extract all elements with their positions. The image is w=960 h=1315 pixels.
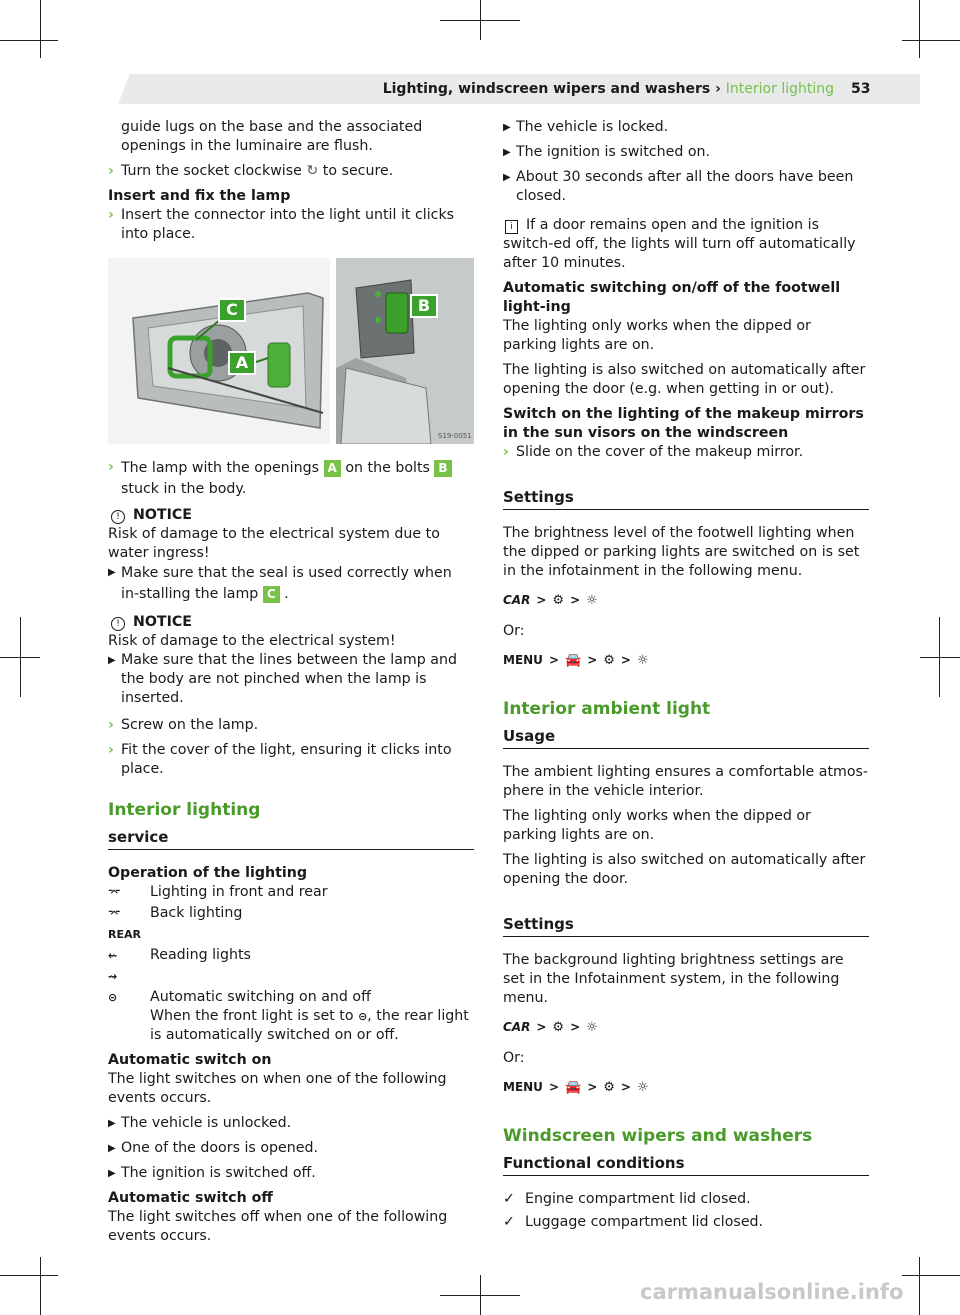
- right-column: [503, 118, 869, 1236]
- crop-mark: [919, 1257, 920, 1315]
- ref-badge-b: B: [434, 460, 451, 477]
- step-arrow-icon: ›: [108, 207, 114, 223]
- functional-heading: Functional conditions: [503, 1154, 869, 1176]
- rotate-clockwise-icon: ↻: [306, 163, 319, 179]
- check-icon: ✓: [503, 1214, 515, 1230]
- figure-code: S19-0051: [438, 432, 472, 440]
- operation-heading: Operation of the lighting: [108, 865, 308, 881]
- bullet-triangle-icon: ▶: [108, 1168, 116, 1179]
- crop-mark: [20, 617, 21, 697]
- door-contact-icon: ⊝: [108, 991, 118, 1004]
- settings-gear-icon[interactable]: ⚙: [603, 1080, 615, 1095]
- notice-box: [108, 506, 474, 605]
- menu-path: MENU > 🚘 > ⚙ > ☼: [503, 1080, 649, 1095]
- page-number: 53: [851, 81, 871, 97]
- check-icon: ✓: [503, 1191, 515, 1207]
- settings-text: The background lighting brightness settings are set in the Infotainment system, in the following menu.: [503, 952, 844, 1006]
- step: › Fit the cover of the light, ensuring it clicks into place.: [108, 742, 452, 777]
- reading-light-right-icon: ⇝: [108, 970, 118, 983]
- callout-a: A: [228, 351, 256, 375]
- usage-text: The lighting only works when the dipped or parking lights are on.: [503, 808, 811, 843]
- bullet-triangle-icon: ▶: [108, 567, 116, 578]
- notice-text: Risk of damage to the electrical system due to water ingress!: [108, 526, 440, 561]
- callout-c: C: [218, 298, 246, 322]
- notice-item: ▶ Make sure that the lines between the lamp and the body are not pinched when the lamp is inserted.: [108, 652, 457, 706]
- ref-badge-a: A: [324, 460, 341, 477]
- step-arrow-icon: ›: [108, 459, 114, 475]
- crop-mark: [480, 1275, 481, 1315]
- car-button[interactable]: CAR: [503, 1020, 531, 1034]
- info-note: i If a door remains open and the ignition is switch-ed off, the lights will turn off automatically after 10 minutes.: [503, 217, 856, 271]
- list-item: ▶ The vehicle is locked.: [503, 119, 669, 135]
- crop-mark: [480, 0, 481, 40]
- usage-text: The ambient lighting ensures a comfortable atmos-phere in the vehicle interior.: [503, 764, 869, 799]
- notice-heading: ! NOTICE: [108, 506, 474, 525]
- crop-mark: [920, 657, 960, 658]
- footwell-text: The lighting is also switched on automatically after opening the door (e.g. when getting in or out).: [503, 362, 866, 397]
- car-button[interactable]: CAR: [503, 593, 531, 607]
- light-icon[interactable]: ☼: [586, 1020, 598, 1035]
- breadcrumb: Lighting, windscreen wipers and washers › Interior lighting: [382, 81, 834, 97]
- usage-text: The lighting is also switched on automatically after opening the door.: [503, 852, 866, 887]
- light-icon[interactable]: ☼: [586, 593, 598, 608]
- settings-heading: Settings: [503, 915, 869, 937]
- breadcrumb-current: Interior lighting: [725, 81, 834, 97]
- settings-gear-icon[interactable]: ⚙: [552, 1020, 565, 1035]
- footwell-text: The lighting only works when the dipped or parking lights are on.: [503, 318, 811, 353]
- body-illustration: [336, 258, 474, 444]
- crop-mark: [919, 0, 920, 58]
- section-title: Windscreen wipers and washers: [503, 1126, 813, 1146]
- bullet-triangle-icon: ▶: [503, 147, 511, 158]
- step: › Insert the connector into the light until it clicks into place.: [108, 207, 455, 242]
- list-item: ▶ One of the doors is opened.: [108, 1140, 318, 1156]
- crop-mark: [902, 40, 960, 41]
- step: › Turn the socket clockwise ↻ to secure.: [108, 163, 394, 179]
- menu-path: MENU > 🚘 > ⚙ > ☼: [503, 653, 649, 668]
- notice-icon: !: [111, 510, 125, 524]
- step: › Screw on the lamp.: [108, 717, 259, 733]
- paragraph: guide lugs on the base and the associated openings in the luminaire are flush.: [121, 119, 423, 154]
- light-icon[interactable]: ☼: [636, 653, 649, 668]
- rear-icon: REAR: [108, 928, 141, 941]
- callout-b: B: [410, 294, 438, 318]
- step: › Slide on the cover of the makeup mirror.: [503, 444, 804, 460]
- bullet-triangle-icon: ▶: [108, 655, 116, 666]
- watermark: carmanualsonline.info: [640, 1280, 904, 1304]
- menu-button[interactable]: MENU: [503, 653, 543, 667]
- menu-path: CAR > ⚙ > ☼: [503, 1020, 598, 1035]
- crop-mark: [0, 1275, 58, 1276]
- section-title: Interior lighting: [108, 800, 261, 820]
- auto-on-heading: Automatic switch on: [108, 1052, 272, 1068]
- list-item: ▶ The ignition is switched on.: [503, 144, 711, 160]
- left-column: [108, 118, 474, 1252]
- bullet-triangle-icon: ▶: [503, 122, 511, 133]
- notice-box: [108, 613, 474, 708]
- auto-off-text: The light switches off when one of the following events occurs.: [108, 1209, 448, 1244]
- notice-item: ▶ Make sure that the seal is used correctly when in-stalling the lamp C .: [108, 563, 474, 605]
- front-rear-light-icon: ⌤: [108, 886, 121, 899]
- settings-gear-icon[interactable]: ⚙: [552, 593, 565, 608]
- auto-off-heading: Automatic switch off: [108, 1190, 273, 1206]
- ref-badge-c: C: [263, 586, 280, 603]
- reading-light-left-icon: ⇜: [108, 949, 118, 962]
- crop-mark: [0, 40, 58, 41]
- step-arrow-icon: ›: [108, 163, 114, 179]
- makeup-heading: Switch on the lighting of the makeup mirrors in the sun visors on the windscreen: [503, 406, 864, 441]
- step-arrow-icon: ›: [108, 742, 114, 758]
- or-text: Or:: [503, 623, 525, 639]
- door-contact-icon: ⊝: [358, 1010, 368, 1023]
- step: › The lamp with the openings A on the bolts B stuck in the body.: [108, 458, 474, 500]
- insert-heading: Insert and fix the lamp: [108, 188, 291, 204]
- crop-mark: [40, 0, 41, 58]
- notice-heading: ! NOTICE: [108, 613, 474, 632]
- condition-item: ✓ Engine compartment lid closed.: [503, 1191, 751, 1207]
- crop-mark: [902, 1275, 960, 1276]
- list-item: ▶ The vehicle is unlocked.: [108, 1115, 292, 1131]
- crop-mark: [939, 617, 940, 697]
- lamp-illustration: [108, 258, 330, 444]
- or-text: Or:: [503, 1050, 525, 1066]
- footwell-heading: Automatic switching on/off of the footwell light-ing: [503, 280, 841, 315]
- condition-item: ✓ Luggage compartment lid closed.: [503, 1214, 764, 1230]
- car-icon[interactable]: 🚘: [565, 653, 582, 668]
- service-heading: service: [108, 828, 474, 850]
- light-icon[interactable]: ☼: [636, 1080, 649, 1095]
- car-icon[interactable]: 🚘: [565, 1080, 582, 1095]
- step-arrow-icon: ›: [108, 717, 114, 733]
- bullet-triangle-icon: ▶: [108, 1143, 116, 1154]
- operation-list: ⌤ Lighting in front and rear ⌤ Back lighting REAR ⇜ Reading lights ⇝ ⊝ Automatic switching on and off When the front light is set to ⊝, the rear light is automatically switched on or off.: [108, 884, 469, 1043]
- breadcrumb-chapter[interactable]: Lighting, windscreen wipers and washers: [382, 81, 711, 97]
- auto-on-text: The light switches on when one of the following events occurs.: [108, 1071, 447, 1106]
- list-item: ▶ About 30 seconds after all the doors have been closed.: [503, 169, 854, 204]
- bullet-triangle-icon: ▶: [503, 172, 511, 183]
- bullet-triangle-icon: ▶: [108, 1118, 116, 1129]
- notice-icon: !: [111, 617, 125, 631]
- body-photo: [336, 258, 474, 444]
- list-item: ▶ The ignition is switched off.: [108, 1165, 316, 1181]
- settings-gear-icon[interactable]: ⚙: [603, 653, 615, 668]
- info-icon: i: [505, 220, 518, 234]
- step-arrow-icon: ›: [503, 444, 509, 460]
- lamp-photo: [108, 258, 330, 444]
- crop-mark: [40, 1257, 41, 1315]
- section-title: Interior ambient light: [503, 699, 711, 719]
- settings-heading: Settings: [503, 488, 869, 510]
- menu-path: CAR > ⚙ > ☼: [503, 593, 598, 608]
- usage-heading: Usage: [503, 727, 869, 749]
- notice-text: Risk of damage to the electrical system!: [108, 633, 396, 649]
- lamp-figure: [108, 258, 474, 444]
- settings-text: The brightness level of the footwell lighting when the dipped or parking lights are switched on is set in the infotainment in the following menu.: [503, 525, 860, 579]
- back-light-icon: ⌤: [108, 907, 121, 920]
- menu-button[interactable]: MENU: [503, 1080, 543, 1094]
